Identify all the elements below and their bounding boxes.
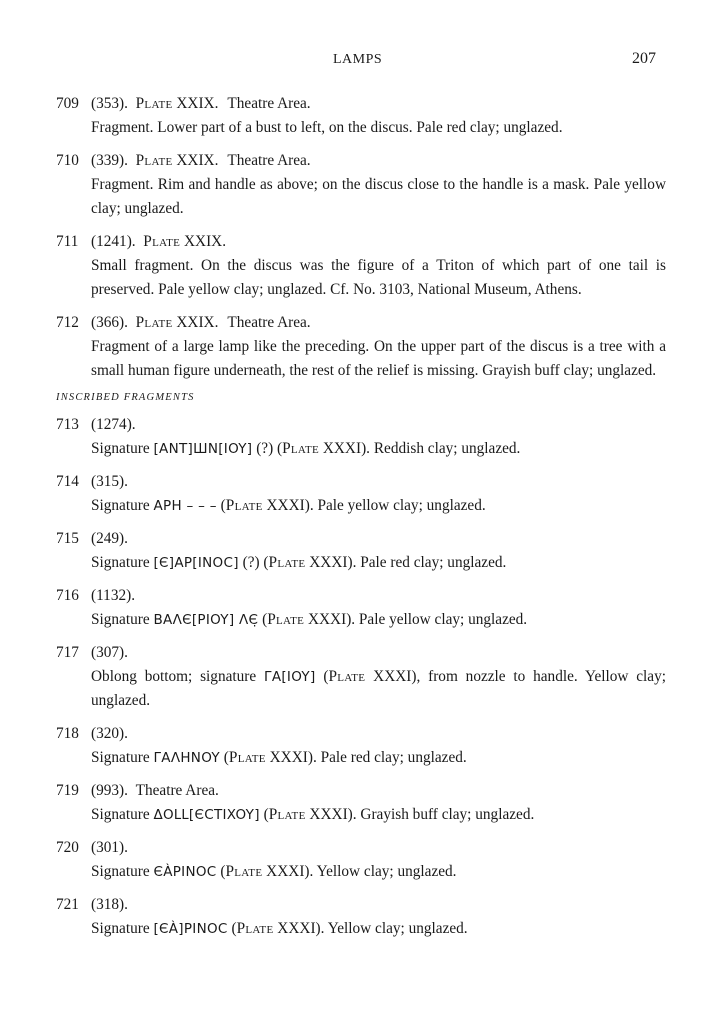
plate-number: XXXI	[373, 668, 412, 685]
entry-heading	[56, 230, 666, 254]
plate-label: Plate	[282, 440, 319, 457]
entry-description: Fragment of a large lamp like the preceding. On the upper part of the discus is a tree with a small human figure underneath, the rest of the relief is missing. Grayish buff clay; unglazed.	[91, 338, 666, 379]
entry-heading	[56, 149, 666, 173]
inscription: [ЄÀ]PINOC	[153, 921, 228, 937]
running-head	[0, 52, 722, 74]
inventory-number: (249).	[91, 530, 128, 547]
entry-heading	[56, 92, 666, 116]
catalogue-entry	[56, 470, 666, 518]
entry-description: Fragment. Rim and handle as above; on the discus close to the handle is a mask. Pale yellow clay; unglazed.	[91, 176, 666, 217]
entry-heading	[56, 893, 666, 917]
inventory-number: (993).	[91, 782, 128, 799]
inventory-number: (318).	[91, 896, 128, 913]
entry-description: Signature ЄÀPINOC (Plate XXXI). Yellow clay; unglazed.	[91, 863, 457, 880]
catalogue-entry	[56, 413, 666, 461]
plate-label: Plate	[225, 863, 263, 880]
inscription: ΓA[IOY]	[264, 669, 316, 685]
find-location: Theatre Area.	[227, 152, 311, 169]
catalogue-entry	[56, 836, 666, 884]
entry-number: 710	[56, 152, 79, 169]
entry-description: Signature [Є]AP[INOC] (?) (Plate XXXI). Pale red clay; unglazed.	[91, 554, 507, 571]
inventory-number: (1274).	[91, 416, 136, 433]
plate-number: XXIX.	[176, 314, 219, 331]
catalogue-entries	[56, 92, 666, 950]
entry-heading	[56, 722, 666, 746]
entry-description: Signature [ЄÀ]PINOC (Plate XXXI). Yellow clay; unglazed.	[91, 920, 468, 937]
inventory-number: (1132).	[91, 587, 136, 604]
plate-label: Plate	[228, 749, 266, 766]
plate-label: Plate	[267, 611, 305, 628]
entry-number: 715	[56, 530, 79, 547]
plate-number: XXXI	[269, 749, 308, 766]
plate-number: XXIX.	[183, 233, 227, 250]
entry-description: Signature BAΛЄ[PIOY] ΛЄ̣ (Plate XXXI). Pale yellow clay; unglazed.	[91, 611, 528, 628]
inscription: [Є]AP[INOC]	[153, 555, 239, 571]
plate-label: Plate	[268, 806, 306, 823]
entry-heading	[56, 527, 666, 551]
entry-heading	[56, 779, 666, 803]
plate-label: Plate	[143, 233, 181, 250]
entry-heading	[56, 584, 666, 608]
inscription: [ANT]ШN[IOY]	[153, 441, 253, 457]
catalogue-entry	[56, 893, 666, 941]
entry-description: Fragment. Lower part of a bust to left, on the discus. Pale red clay; unglazed.	[91, 119, 563, 136]
plate-label: Plate	[135, 314, 173, 331]
plate-label: Plate	[135, 95, 173, 112]
inscription: APH – – –	[153, 498, 217, 514]
plate-number: XXXI	[322, 440, 362, 457]
catalogue-entry	[56, 641, 666, 713]
inventory-number: (366).	[91, 314, 128, 331]
find-location: Theatre Area.	[135, 782, 219, 799]
plate-number: XXXI	[309, 554, 348, 571]
section-title: INSCRIBED FRAGMENTS	[56, 392, 195, 403]
inventory-number: (320).	[91, 725, 128, 742]
catalogue-entry	[56, 230, 666, 302]
entry-number: 719	[56, 782, 79, 799]
find-location: Theatre Area.	[227, 95, 311, 112]
entry-heading	[56, 413, 666, 437]
entry-number: 709	[56, 95, 79, 112]
plate-number: XXXI	[266, 863, 305, 880]
catalogue-entry	[56, 584, 666, 632]
plate-number: XXXI	[307, 611, 347, 628]
plate-number: XXXI	[309, 806, 348, 823]
plate-number: XXIX.	[176, 95, 219, 112]
catalogue-entry	[56, 149, 666, 221]
entry-heading	[56, 311, 666, 335]
entry-description: Signature ΓAΛHNOY (Plate XXXI). Pale red clay; unglazed.	[91, 749, 467, 766]
entry-number: 711	[56, 233, 79, 250]
inventory-number: (339).	[91, 152, 128, 169]
entry-number: 713	[56, 416, 79, 433]
page-number: 207	[632, 50, 656, 67]
entry-heading	[56, 470, 666, 494]
inscription: ΔOԼԼ[ЄCTIXOY]	[153, 807, 260, 823]
inventory-number: (315).	[91, 473, 128, 490]
inventory-number: (307).	[91, 644, 128, 661]
entry-description: Signature ΔOԼԼ[ЄCTIXOY] (Plate XXXI). Grayish buff clay; unglazed.	[91, 806, 535, 823]
entry-description: Signature APH – – – (Plate XXXI). Pale yellow clay; unglazed.	[91, 497, 486, 514]
inventory-number: (301).	[91, 839, 128, 856]
plate-number: XXXI	[277, 920, 316, 937]
catalogue-entry	[56, 722, 666, 770]
catalogue-entry	[56, 92, 666, 140]
entry-description: Signature [ANT]ШN[IOY] (?) (Plate XXXI). Reddish clay; unglazed.	[91, 440, 521, 457]
entry-number: 712	[56, 314, 79, 331]
entry-heading	[56, 641, 666, 665]
entry-number: 720	[56, 839, 79, 856]
entry-description: Small fragment. On the discus was the figure of a Triton of which part of one tail is preserved. Pale yellow clay; unglazed. Cf. No. 3103, National Museum, Athens.	[91, 257, 666, 298]
catalogue-entry	[56, 779, 666, 827]
inscription: ЄÀPINOC	[153, 864, 217, 880]
entry-heading	[56, 836, 666, 860]
plate-label: Plate	[328, 668, 366, 685]
inscription: BAΛЄ[PIOY] ΛЄ̣	[153, 612, 259, 628]
entry-number: 717	[56, 644, 79, 661]
plate-number: XXXI	[266, 497, 305, 514]
page-title: LAMPS	[333, 52, 383, 67]
inscription: ΓAΛHNOY	[153, 750, 220, 766]
find-location: Theatre Area.	[227, 314, 311, 331]
plate-label: Plate	[268, 554, 306, 571]
entry-description: Oblong bottom; signature ΓA[IOY] (Plate XXXI), from nozzle to handle. Yellow clay; unglazed.	[91, 668, 666, 709]
entry-number: 721	[56, 896, 79, 913]
inventory-number: (353).	[91, 95, 128, 112]
entry-number: 718	[56, 725, 79, 742]
entry-number: 714	[56, 473, 79, 490]
plate-label: Plate	[225, 497, 263, 514]
plate-label: Plate	[135, 152, 173, 169]
catalogue-entry	[56, 311, 666, 383]
entry-number: 716	[56, 587, 79, 604]
plate-number: XXIX.	[176, 152, 219, 169]
catalogue-entry	[56, 527, 666, 575]
plate-label: Plate	[236, 920, 274, 937]
inventory-number: (1241).	[91, 233, 136, 250]
